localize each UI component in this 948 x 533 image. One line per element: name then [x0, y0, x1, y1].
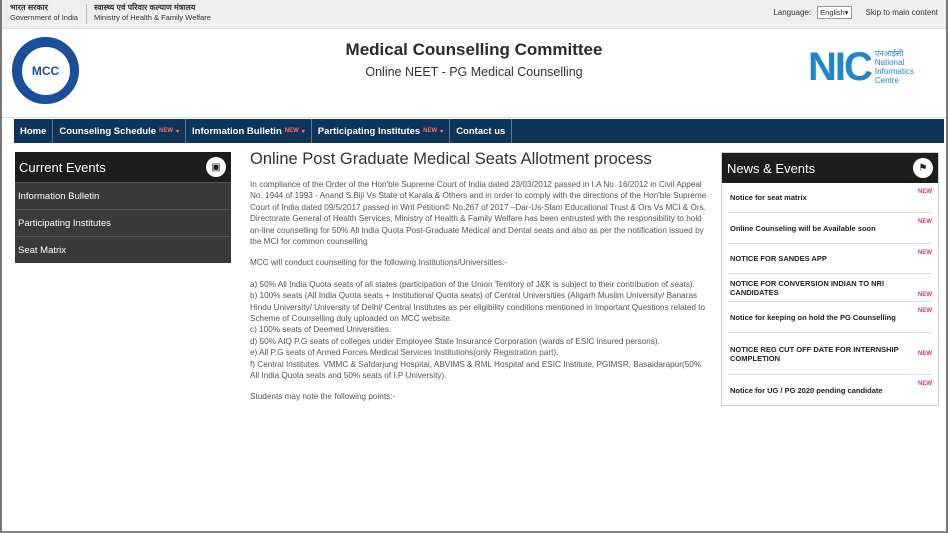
gov-bar — [2, 0, 946, 29]
new-badge: NEW — [284, 128, 299, 134]
nic-logo-text — [875, 49, 914, 85]
news-item-label: Notice for keeping on hold the PG Counselling — [730, 312, 896, 322]
news-item[interactable] — [728, 274, 932, 302]
left-item-participating-institutes[interactable]: Participating Institutes — [15, 209, 231, 236]
calendar-icon: ▣ — [206, 157, 226, 177]
page-title: Online Post Graduate Medical Seats Allotment process — [250, 150, 652, 168]
new-badge: NEW — [918, 351, 932, 357]
news-item[interactable] — [728, 375, 932, 405]
nav-contact-us-label: Contact us — [456, 125, 506, 137]
chevron-down-icon: ▾ — [440, 128, 444, 135]
news-item[interactable] — [728, 183, 932, 213]
new-badge: NEW — [918, 219, 932, 225]
nic-logo[interactable] — [808, 47, 914, 87]
chevron-down-icon: ▾ — [176, 128, 180, 135]
list-item: d) 50% AIQ P.G seats of colleges under Employee State Insurance Corporation (wards of ESIC insured persons). — [250, 336, 660, 346]
nav-information-bulletin-label: Information Bulletin — [192, 125, 282, 137]
left-item-seat-matrix[interactable]: Seat Matrix — [15, 236, 231, 263]
gov-divider — [86, 4, 87, 24]
mcc-logo-text: MCC — [20, 45, 72, 97]
new-badge: NEW — [918, 250, 932, 256]
new-badge: NEW — [918, 189, 932, 195]
skip-to-main-link[interactable]: Skip to main content — [865, 8, 938, 17]
chevron-down-icon: ▾ — [301, 128, 305, 135]
current-events-heading — [15, 152, 231, 182]
list-item: a) 50% All India Quota seats of all states (participation of the Union Territory of J&K is subject to their contribution of seats). — [250, 279, 695, 289]
institutions-intro: MCC will conduct counselling for the following Institutions/Universities:- — [250, 258, 508, 268]
site-subtitle: Online NEET - PG Medical Counselling — [365, 65, 583, 79]
news-item-label: Notice for UG / PG 2020 pending candidate — [730, 385, 883, 395]
nav-information-bulletin[interactable] — [186, 119, 312, 143]
news-events-heading — [722, 153, 938, 183]
nav-counseling-schedule-label: Counseling Schedule — [59, 125, 157, 137]
news-item-label: NOTICE REG CUT OFF DATE FOR INTERNSHIP COMPLETION — [730, 344, 899, 363]
news-item[interactable] — [728, 213, 932, 244]
news-events-title: News & Events — [727, 160, 816, 176]
new-badge: NEW — [159, 128, 174, 134]
list-item: b) 100% seats (All India Quota seats + Institutional Quota seats) of Central Universities (Aligarh Muslim University/ Banaras Hindu University/ University of Delhi/ Central Institutes as per eligibility conditions mentioned in Important Questions related to Scheme of Counselling duly uploaded on MCC website. — [250, 291, 706, 324]
gov-india-link[interactable] — [10, 3, 78, 23]
nav-participating-institutes-label: Participating Institutes — [317, 125, 421, 137]
news-events-panel — [721, 152, 939, 406]
news-item[interactable] — [728, 302, 932, 333]
nav-home-label: Home — [20, 125, 47, 137]
nav-home[interactable] — [14, 119, 53, 143]
main-nav — [14, 119, 944, 143]
new-badge: NEW — [918, 292, 932, 298]
news-item-label: Notice for seat matrix — [730, 193, 807, 202]
nic-hindi: एनआईसी — [874, 49, 904, 58]
news-item[interactable] — [728, 244, 932, 274]
megaphone-icon: ⚑ — [913, 158, 933, 178]
news-item-label: NOTICE FOR CONVERSION INDIAN TO NRI CANDIDATES — [730, 278, 885, 297]
current-events-title: Current Events — [19, 159, 106, 175]
nav-contact-us[interactable] — [450, 119, 512, 143]
nic-logo-mark: NIC — [807, 45, 871, 89]
ministry-link[interactable] — [94, 3, 211, 23]
news-list — [722, 183, 938, 405]
new-badge: NEW — [918, 308, 932, 314]
news-item-label: NOTICE FOR SANDES APP — [730, 254, 827, 263]
language-value: English — [820, 8, 845, 17]
chevron-down-icon: ▾ — [844, 8, 849, 17]
gov-bar-right — [773, 6, 938, 19]
list-item: f) Central Institutes. VMMC & Safdarjung Hospital, ABVIMS & RML Hospital and ESIC Institute, PGIMSR, Basaidarapur(50% All India Quota seats and 50% seats of I.P University). — [250, 359, 702, 381]
new-badge: NEW — [423, 128, 438, 134]
nav-counseling-schedule[interactable] — [53, 119, 186, 143]
site-title: Medical Counselling Committee — [345, 40, 603, 59]
news-item-label: Online Counseling will be Available soon — [730, 223, 876, 233]
language-label: Language: — [773, 8, 812, 17]
nic-line3: Centre — [874, 76, 899, 85]
news-item[interactable] — [728, 333, 932, 375]
gov-india-hindi: भारत सरकार — [10, 3, 48, 12]
new-badge: NEW — [918, 381, 932, 387]
left-item-information-bulletin[interactable]: Information Bulletin — [15, 182, 231, 209]
list-item: c) 100% seats of Deemed Universities. — [250, 325, 392, 335]
nav-participating-institutes[interactable] — [312, 119, 450, 143]
ministry-hindi: स्वास्थ्य एवं परिवार कल्याण मंत्रालय — [94, 3, 196, 12]
site-header — [2, 29, 946, 118]
nic-line2: Informatics — [874, 67, 914, 76]
students-note: Students may note the following points:- — [250, 391, 396, 401]
intro-paragraph: In compliance of the Order of the Hon'ble Supreme Court of India dated 23/03/2012 passed in I.A No. 16/2012 in Civil Appeal No. 1944 of 1993 - Anand S.Biji Vs State of Karala & Others and in order to comply with the directions of the Hon'ble Supreme Court of India dated 09/5/2017 passed in Writ Petition© No.267 of 2017 –Dar-Us-Slam Educational Trust & Ors Vs MCI & Ors. Directorate General of Health Services, Ministry of Health & Family Welfare has been entrusted with the responsibility to hold on-line counselling for 50% All India Quota Post-Graduate Medical and Dental seats and also as per the notification issued by the MCI for common counselling — [250, 180, 707, 247]
nic-line1: National — [874, 58, 905, 67]
gov-india-english: Government of India — [10, 13, 78, 22]
language-select[interactable] — [817, 6, 851, 19]
current-events-panel — [15, 152, 231, 263]
list-item: e) All P.G seats of Armed Forces Medical Services Institutions(only Registration part). — [250, 348, 559, 358]
main-content — [250, 150, 710, 401]
ministry-english: Ministry of Health & Family Welfare — [94, 13, 211, 22]
